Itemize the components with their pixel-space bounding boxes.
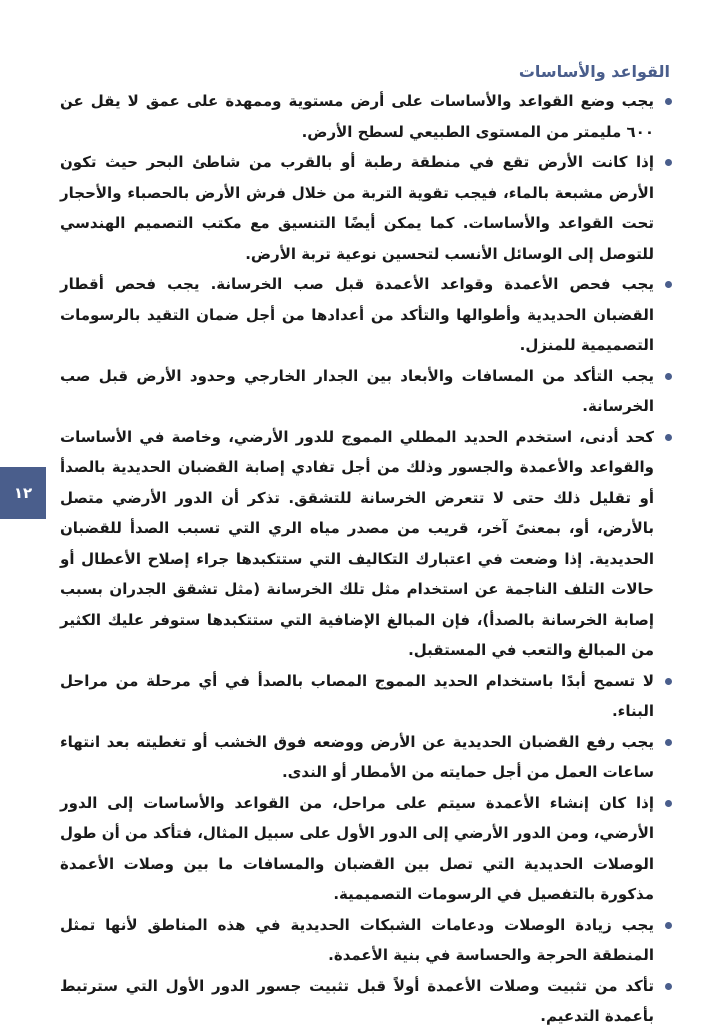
- bullet-text: يجب زيادة الوصلات ودعامات الشبكات الحديدية في هذه المناطق لأنها تمثل المنطقة الحرجة والحساسة في بنية الأعمدة.: [60, 915, 654, 964]
- bullet-dot-icon: [665, 800, 672, 807]
- bullet-item: [60, 422, 672, 666]
- bullet-dot-icon: [665, 739, 672, 746]
- bullet-text: يجب التأكد من المسافات والأبعاد بين الجدار الخارجي وحدود الأرض قبل صب الخرسانة.: [60, 366, 654, 415]
- bullet-text: إذا كانت الأرض تقع في منطقة رطبة أو بالقرب من شاطئ البحر حيث تكون الأرض مشبعة بالماء، فيجب تقوية التربة من خلال فرش الأرض بالحصباء والأحجار تحت القواعد والأساسات. كما يمكن أيضًا التنسيق مع مكتب التصميم الهندسي للتوصل إلى الوسائل الأنسب لتحسين نوعية تربة الأرض.: [60, 153, 654, 263]
- bullet-dot-icon: [665, 98, 672, 105]
- bullet-dot-icon: [665, 678, 672, 685]
- bullet-item: [60, 788, 672, 910]
- bullet-item: [60, 727, 672, 788]
- bullet-item: [60, 361, 672, 422]
- bullet-dot-icon: [665, 373, 672, 380]
- page-number-tab: [0, 467, 46, 519]
- bullet-text: لا تسمح أبدًا باستخدام الحديد المموج المصاب بالصدأ في أي مرحلة من مراحل البناء.: [60, 671, 654, 720]
- bullet-item: [60, 86, 672, 147]
- bullet-dot-icon: [665, 159, 672, 166]
- bullet-text: يجب رفع القضبان الحديدية عن الأرض ووضعه فوق الخشب أو تغطيته بعد انتهاء ساعات العمل من أجل حمايته من الأمطار أو الندى.: [60, 732, 654, 781]
- bullet-item: [60, 971, 672, 1032]
- bullet-dot-icon: [665, 922, 672, 929]
- bullet-text: إذا كان إنشاء الأعمدة سيتم على مراحل، من القواعد والأساسات إلى الدور الأرضي، ومن الدور الأرضي إلى الدور الأول على سبيل المثال، فتأكد من أن طول الوصلات الحديدية التي تصل بين القضبان والمسافات ما بين وصلات الأعمدة مذكورة بالتفصيل في الرسومات التصميمية.: [60, 793, 654, 903]
- bullet-text: يجب وضع القواعد والأساسات على أرض مستوية وممهدة على عمق لا يقل عن ٦٠٠ مليمتر من المستوى الطبيعي لسطح الأرض.: [60, 92, 654, 141]
- bullet-item: [60, 269, 672, 361]
- bullet-dot-icon: [665, 281, 672, 288]
- bullet-text: تأكد من تثبيت وصلات الأعمدة أولاً قبل تثبيت جسور الدور الأول التي سترتبط بأعمدة التدعيم.: [60, 976, 654, 1025]
- page-content: [60, 60, 672, 1032]
- section-heading: القواعد والأساسات: [518, 62, 670, 81]
- bullet-item: [60, 910, 672, 971]
- bullet-list: [60, 86, 672, 1032]
- bullet-text: يجب فحص الأعمدة وقواعد الأعمدة قبل صب الخرسانة. يجب فحص أقطار القضبان الحديدية وأطوالها والتأكد من أعدادها من أجل ضمان التقيد بالرسومات التصميمية للمنزل.: [60, 275, 654, 354]
- bullet-dot-icon: [665, 434, 672, 441]
- bullet-item: [60, 666, 672, 727]
- bullet-item: [60, 147, 672, 269]
- bullet-text: كحد أدنى، استخدم الحديد المطلي المموج للدور الأرضي، وخاصة في الأساسات والقواعد والأعمدة والجسور وذلك من أجل تفادي إصابة القضبان الحديدية بالصدأ أو تقليل ذلك حتى لا تتعرض الخرسانة للتشقق. تذكر أن الدور الأرضي متصل بالأرض، أو، بمعنىً آخر، قريب من مصدر مياه الري التي تسبب الصدأ للقضبان الحديدية. إذا وضعت في اعتبارك التكاليف التي ستتكبدها جراء إصلاح الأعطال أو حالات التلف الناجمة عن استخدام مثل تلك الخرسانة (مثل تشقق الجدران بسبب إصابة الخرسانة بالصدأ)، فإن المبالغ الإضافية التي ستتكبدها ستوفر عليك الكثير من المبالغ والتعب في المستقبل.: [60, 427, 654, 659]
- page-number: ١٢: [13, 484, 33, 502]
- bullet-dot-icon: [665, 983, 672, 990]
